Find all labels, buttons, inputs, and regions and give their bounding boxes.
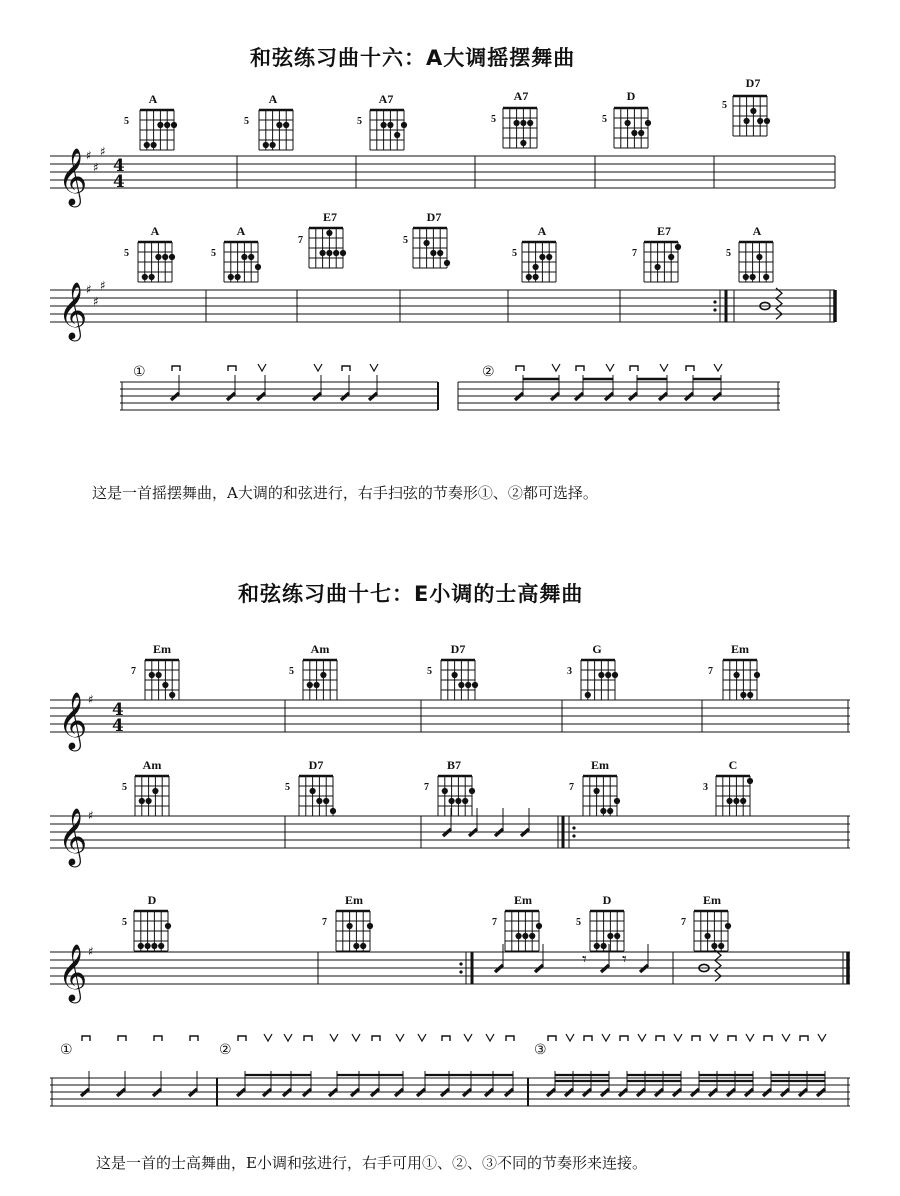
down-stroke-icon: [442, 1036, 450, 1041]
finger-dot: [165, 923, 171, 929]
finger-dot: [757, 118, 763, 124]
finger-dot: [594, 788, 600, 794]
finger-dot: [533, 264, 539, 270]
down-stroke-icon: [82, 1036, 90, 1041]
finger-dot: [718, 943, 724, 949]
up-stroke-icon: [464, 1034, 472, 1041]
down-stroke-icon: [620, 1036, 628, 1041]
down-stroke-icon: [172, 366, 180, 371]
chord-name: A: [148, 92, 158, 106]
rhythm-1-label: ①: [60, 1042, 73, 1058]
down-stroke-icon: [630, 366, 638, 371]
finger-dot: [607, 808, 613, 814]
chord-diagram: [716, 776, 753, 816]
treble-clef-icon: 𝄞: [58, 806, 88, 865]
arpeggio-icon: [776, 288, 782, 319]
finger-dot: [347, 923, 353, 929]
finger-dot: [727, 798, 733, 804]
fret-number: 5: [289, 666, 294, 677]
up-stroke-icon: [660, 364, 668, 371]
fret-number: 7: [298, 235, 303, 246]
finger-dot: [452, 672, 458, 678]
finger-dot: [747, 778, 753, 784]
up-stroke-icon: [674, 1034, 682, 1041]
finger-dot: [149, 672, 155, 678]
fret-number: 5: [211, 248, 216, 259]
finger-dot: [449, 798, 455, 804]
fret-number: 5: [285, 782, 290, 793]
down-stroke-icon: [228, 366, 236, 371]
finger-dot: [326, 230, 332, 236]
chord-diagram: [438, 776, 475, 816]
chord-diagram: [336, 911, 373, 951]
finger-dot: [526, 274, 532, 280]
up-stroke-icon: [314, 364, 322, 371]
down-stroke-icon: [506, 1036, 514, 1041]
repeat-dot: [713, 308, 716, 311]
up-stroke-icon: [264, 1034, 272, 1041]
chord-name: Am: [142, 758, 162, 772]
finger-dot: [754, 672, 760, 678]
chord-name: E7: [656, 224, 671, 238]
finger-dot: [353, 943, 359, 949]
ex16-description: 这是一首摇摆舞曲，A大调的和弦进行，右手扫弦的节奏形①、②都可选择。: [92, 484, 598, 502]
chord-name: D: [602, 893, 612, 907]
finger-dot: [655, 264, 661, 270]
finger-dot: [149, 274, 155, 280]
finger-dot: [394, 132, 400, 138]
fret-number: 5: [512, 248, 517, 259]
finger-dot: [529, 933, 535, 939]
sharp-icon: ♯: [93, 294, 99, 309]
chord-name: Em: [731, 642, 749, 656]
down-stroke-icon: [304, 1036, 312, 1041]
finger-dot: [516, 933, 522, 939]
finger-dot: [625, 120, 631, 126]
finger-dot: [424, 240, 430, 246]
chord-diagram: [739, 242, 773, 282]
up-stroke-icon: [782, 1034, 790, 1041]
finger-dot: [764, 118, 770, 124]
finger-dot: [270, 142, 276, 148]
ex17-staff-3: [50, 952, 850, 984]
down-stroke-icon: [372, 1036, 380, 1041]
finger-dot: [151, 943, 157, 949]
chord-diagram: [583, 776, 620, 816]
finger-dot: [139, 798, 145, 804]
chord-diagram: [140, 110, 177, 150]
down-stroke-icon: [342, 366, 350, 371]
arpeggio-icon: [715, 950, 721, 981]
ex16-staff-1: [50, 156, 835, 188]
treble-clef-icon: 𝄞: [58, 146, 88, 205]
finger-dot: [138, 943, 144, 949]
finger-dot: [585, 692, 591, 698]
chord-diagram: [145, 660, 179, 700]
chord-diagram: [723, 660, 760, 700]
sharp-icon: ♯: [86, 282, 92, 297]
chord-name: Am: [310, 642, 330, 656]
finger-dot: [522, 933, 528, 939]
treble-clef-icon: 𝄞: [58, 690, 88, 749]
rhythm-3-label: ③: [534, 1042, 547, 1058]
finger-dot: [235, 274, 241, 280]
repeat-dot: [713, 300, 716, 303]
down-stroke-icon: [656, 1036, 664, 1041]
chord-diagram: [522, 242, 556, 282]
finger-dot: [520, 120, 526, 126]
finger-dot: [668, 254, 674, 260]
finger-dot: [705, 933, 711, 939]
fret-number: 5: [427, 666, 432, 677]
ex17-title: 和弦练习曲十七：E小调的士高舞曲: [238, 582, 584, 606]
repeat-dot: [572, 834, 575, 837]
treble-clef-icon: 𝄞: [58, 942, 88, 1001]
chord-diagram: [505, 911, 542, 951]
finger-dot: [307, 682, 313, 688]
fret-number: 5: [124, 248, 129, 259]
up-stroke-icon: [746, 1034, 754, 1041]
finger-dot: [387, 122, 393, 128]
finger-dot: [455, 798, 461, 804]
fret-number: 7: [708, 666, 713, 677]
chord-diagram: [441, 660, 478, 700]
chord-name: D: [626, 89, 636, 103]
finger-dot: [612, 672, 618, 678]
fret-number: 5: [122, 917, 127, 928]
down-stroke-icon: [516, 366, 524, 371]
finger-dot: [155, 254, 161, 260]
chord-name: A: [236, 224, 246, 238]
chord-name: A: [752, 224, 762, 238]
finger-dot: [360, 943, 366, 949]
finger-dot: [228, 274, 234, 280]
chord-name: D7: [308, 758, 324, 772]
up-stroke-icon: [606, 364, 614, 371]
treble-clef-icon: 𝄞: [58, 280, 88, 339]
ex16-rhythm-1-staff: [120, 382, 438, 410]
chord-name: Em: [514, 893, 532, 907]
finger-dot: [248, 254, 254, 260]
finger-dot: [144, 142, 150, 148]
finger-dot: [151, 142, 157, 148]
finger-dot: [340, 250, 346, 256]
chord-name: Em: [345, 893, 363, 907]
finger-dot: [536, 923, 542, 929]
finger-dot: [333, 250, 339, 256]
chord-diagram: [303, 660, 337, 700]
chord-name: A: [268, 92, 278, 106]
finger-dot: [462, 798, 468, 804]
chord-name: Em: [703, 893, 721, 907]
chord-name: A7: [378, 92, 394, 106]
fret-number: 5: [122, 782, 127, 793]
rhythm-2-label: ②: [219, 1042, 232, 1058]
fret-number: 7: [131, 666, 136, 677]
finger-dot: [600, 808, 606, 814]
finger-dot: [255, 264, 261, 270]
chord-diagram: [644, 242, 681, 282]
up-stroke-icon: [710, 1034, 718, 1041]
chord-name: E7: [322, 210, 337, 224]
up-stroke-icon: [818, 1034, 826, 1041]
up-stroke-icon: [418, 1034, 426, 1041]
finger-dot: [401, 122, 407, 128]
ex16-title: 和弦练习曲十六：A大调摇摆舞曲: [250, 46, 576, 70]
finger-dot: [472, 682, 478, 688]
chord-diagram: [259, 110, 293, 150]
finger-dot: [465, 682, 471, 688]
down-stroke-icon: [728, 1036, 736, 1041]
finger-dot: [442, 788, 448, 794]
finger-dot: [631, 130, 637, 136]
down-stroke-icon: [118, 1036, 126, 1041]
finger-dot: [744, 118, 750, 124]
finger-dot: [750, 108, 756, 114]
down-stroke-icon: [764, 1036, 772, 1041]
repeat-dot: [459, 962, 462, 965]
down-stroke-icon: [576, 366, 584, 371]
chord-diagram: [138, 242, 175, 282]
finger-dot: [747, 692, 753, 698]
chord-diagram: [503, 108, 537, 148]
down-stroke-icon: [686, 366, 694, 371]
chord-name: G: [592, 642, 602, 656]
finger-dot: [367, 923, 373, 929]
ex17-staff-1: [50, 700, 850, 732]
finger-dot: [430, 250, 436, 256]
fret-number: 7: [632, 248, 637, 259]
fret-number: 5: [124, 116, 129, 127]
finger-dot: [437, 250, 443, 256]
finger-dot: [614, 798, 620, 804]
chord-diagram: [581, 660, 618, 700]
down-stroke-icon: [584, 1036, 592, 1041]
fret-number: 5: [403, 235, 408, 246]
finger-dot: [157, 122, 163, 128]
rhythm-2-label: ②: [482, 364, 495, 380]
chord-diagram: [224, 242, 261, 282]
finger-dot: [444, 260, 450, 266]
finger-dot: [162, 682, 168, 688]
finger-dot: [601, 943, 607, 949]
finger-dot: [638, 130, 644, 136]
up-stroke-icon: [602, 1034, 610, 1041]
finger-dot: [740, 692, 746, 698]
down-stroke-icon: [800, 1036, 808, 1041]
chord-name: C: [728, 758, 738, 772]
finger-dot: [241, 254, 247, 260]
finger-dot: [263, 142, 269, 148]
chord-diagram: [135, 776, 169, 816]
repeat-dot: [459, 970, 462, 973]
finger-dot: [162, 254, 168, 260]
finger-dot: [169, 692, 175, 698]
finger-dot: [533, 274, 539, 280]
chord-name: D7: [450, 642, 466, 656]
finger-dot: [458, 682, 464, 688]
finger-dot: [146, 798, 152, 804]
finger-dot: [527, 120, 533, 126]
finger-dot: [711, 943, 717, 949]
finger-dot: [320, 672, 326, 678]
chord-diagram: [413, 228, 450, 268]
down-stroke-icon: [692, 1036, 700, 1041]
fret-number: 5: [576, 917, 581, 928]
chord-diagram: [694, 911, 731, 951]
finger-dot: [734, 672, 740, 678]
finger-dot: [756, 254, 762, 260]
finger-dot: [171, 122, 177, 128]
finger-dot: [514, 120, 520, 126]
fret-number: 7: [681, 917, 686, 928]
sharp-icon: ♯: [88, 944, 94, 959]
time-signature-bottom: 4: [113, 171, 125, 192]
up-stroke-icon: [258, 364, 266, 371]
fret-number: 7: [569, 782, 574, 793]
up-stroke-icon: [352, 1034, 360, 1041]
fret-number: 7: [322, 917, 327, 928]
chord-diagram: [370, 110, 407, 150]
chord-name: A7: [513, 89, 529, 103]
chord-name: D7: [426, 210, 442, 224]
finger-dot: [142, 274, 148, 280]
chord-name: B7: [446, 758, 461, 772]
chord-name: D7: [745, 76, 761, 90]
chord-diagram: [309, 228, 346, 268]
finger-dot: [276, 122, 282, 128]
chord-name: Em: [153, 642, 171, 656]
finger-dot: [469, 788, 475, 794]
chord-diagram: [733, 96, 770, 136]
up-stroke-icon: [486, 1034, 494, 1041]
finger-dot: [750, 274, 756, 280]
chord-diagram: [590, 911, 624, 951]
finger-dot: [145, 943, 151, 949]
finger-dot: [743, 274, 749, 280]
finger-dot: [283, 122, 289, 128]
time-signature-top: 4: [112, 699, 124, 720]
repeat-dot: [572, 826, 575, 829]
chord-name: A: [537, 224, 547, 238]
finger-dot: [607, 933, 613, 939]
chord-name: A: [150, 224, 160, 238]
sharp-icon: ♯: [88, 692, 94, 707]
finger-dot: [330, 808, 336, 814]
finger-dot: [169, 254, 175, 260]
finger-dot: [323, 798, 329, 804]
finger-dot: [733, 798, 739, 804]
finger-dot: [310, 788, 316, 794]
eighth-rest-icon: 𝄾: [582, 948, 587, 970]
up-stroke-icon: [396, 1034, 404, 1041]
chord-diagram: [614, 108, 651, 148]
finger-dot: [381, 122, 387, 128]
finger-dot: [156, 672, 162, 678]
ex17-description: 这是一首的士高舞曲，E小调和弦进行，右手可用①、②、③不同的节奏形来连接。: [96, 1154, 647, 1172]
finger-dot: [320, 250, 326, 256]
fret-number: 7: [424, 782, 429, 793]
fret-number: 3: [567, 666, 572, 677]
time-signature-top: 4: [113, 155, 125, 176]
up-stroke-icon: [714, 364, 722, 371]
finger-dot: [763, 274, 769, 280]
ex16-staff-2: [50, 290, 835, 322]
finger-dot: [326, 250, 332, 256]
fret-number: 3: [703, 782, 708, 793]
finger-dot: [740, 798, 746, 804]
down-stroke-icon: [190, 1036, 198, 1041]
up-stroke-icon: [284, 1034, 292, 1041]
finger-dot: [645, 120, 651, 126]
finger-dot: [675, 244, 681, 250]
ex16-rhythm-2-staff: [458, 382, 780, 410]
finger-dot: [614, 933, 620, 939]
finger-dot: [158, 943, 164, 949]
finger-dot: [314, 682, 320, 688]
fret-number: 5: [722, 100, 727, 111]
fret-number: 5: [726, 248, 731, 259]
finger-dot: [598, 672, 604, 678]
chord-name: Em: [591, 758, 609, 772]
sharp-icon: ♯: [88, 808, 94, 823]
finger-dot: [539, 254, 545, 260]
finger-dot: [546, 254, 552, 260]
up-stroke-icon: [370, 364, 378, 371]
fret-number: 7: [492, 917, 497, 928]
finger-dot: [594, 943, 600, 949]
finger-dot: [725, 923, 731, 929]
finger-dot: [520, 140, 526, 146]
fret-number: 5: [602, 114, 607, 125]
finger-dot: [164, 122, 170, 128]
fret-number: 5: [244, 116, 249, 127]
rhythm-1-label: ①: [133, 364, 146, 380]
chord-diagram: [134, 911, 171, 951]
up-stroke-icon: [638, 1034, 646, 1041]
chord-diagram: [299, 776, 336, 816]
up-stroke-icon: [566, 1034, 574, 1041]
time-signature-bottom: 4: [112, 715, 124, 736]
finger-dot: [316, 798, 322, 804]
up-stroke-icon: [330, 1034, 338, 1041]
eighth-rest-icon: 𝄾: [622, 948, 627, 970]
chord-name: D: [147, 893, 157, 907]
down-stroke-icon: [154, 1036, 162, 1041]
sharp-icon: ♯: [93, 160, 99, 175]
fret-number: 5: [491, 114, 496, 125]
up-stroke-icon: [552, 364, 560, 371]
fret-number: 5: [357, 116, 362, 127]
down-stroke-icon: [548, 1036, 556, 1041]
finger-dot: [605, 672, 611, 678]
sharp-icon: ♯: [86, 148, 92, 163]
sharp-icon: ♯: [100, 278, 106, 293]
finger-dot: [152, 788, 158, 794]
sharp-icon: ♯: [100, 144, 106, 159]
down-stroke-icon: [238, 1036, 246, 1041]
